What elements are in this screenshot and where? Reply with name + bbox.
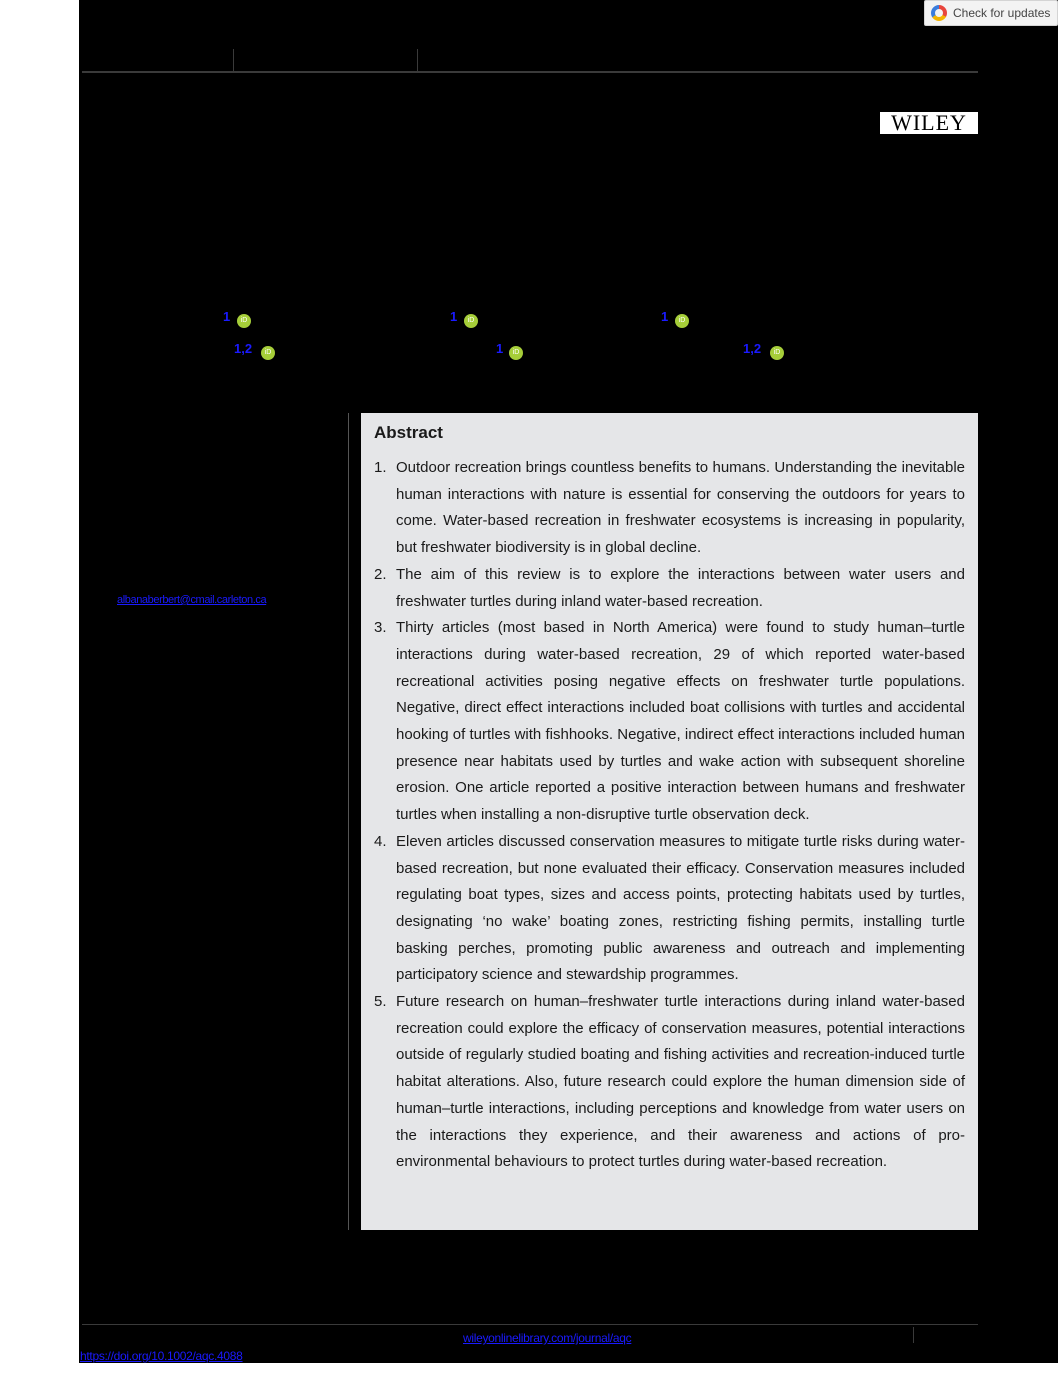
affiliation-mark[interactable]: 1,2: [234, 341, 253, 356]
abstract-item: [374, 562, 965, 615]
correspondence-email-link[interactable]: albanaberbert@cmail.carleton.ca: [117, 594, 267, 606]
header-rule: [82, 71, 978, 73]
orcid-icon[interactable]: iD: [770, 346, 784, 360]
footer-divider: [913, 1327, 914, 1343]
item-number: 1.: [374, 459, 387, 476]
item-number: 2.: [374, 565, 387, 583]
item-text: Outdoor recreation brings countless benefits to humans. Understanding the inevitable human interactions with nature is essential for conserving the outdoors for years to come. Water-based recreation in freshwater ecosystems is increasing in popularity, but freshwater biodiversity is in global decline.: [396, 459, 965, 557]
item-number: 5.: [374, 993, 387, 1011]
abstract-item: [374, 615, 965, 829]
affiliation-mark[interactable]: 1: [496, 341, 504, 356]
item-number: 4.: [374, 832, 387, 850]
abstract-item: [374, 989, 965, 1176]
sidebar-divider: [348, 413, 349, 1230]
item-text: Thirty articles (most based in North America) were found to study human–turtle interactions during water-based recreation, 29 of which reported water-based recreational activities posing negative effects on freshwater turtle populations. Negative, direct effect interactions included boat collisions with turtles and accidental hooking of turtles with fishhooks. Negative, indirect effect interactions included human presence near habitats used by turtles and wake action with subsequent shoreline erosion. One article reported a positive interaction between humans and freshwater turtles when installing a non-disruptive turtle observation deck.: [396, 619, 965, 824]
check-for-updates-label: Check for updates: [953, 6, 1051, 20]
item-number: 3.: [374, 619, 387, 637]
abstract-title: Abstract: [374, 423, 443, 442]
header-divider: [417, 49, 418, 71]
footer-rule: [82, 1324, 978, 1325]
orcid-icon[interactable]: iD: [237, 314, 251, 328]
orcid-icon[interactable]: iD: [509, 346, 523, 360]
affiliation-mark[interactable]: 1,2: [743, 341, 762, 356]
affiliation-mark[interactable]: 1: [223, 309, 231, 324]
abstract-item: [374, 829, 965, 989]
doi-link[interactable]: https://doi.org/10.1002/aqc.4088: [80, 1349, 243, 1363]
journal-link[interactable]: wileyonlinelibrary.com/journal/aqc: [463, 1331, 632, 1345]
check-for-updates-button[interactable]: [924, 0, 1058, 26]
orcid-icon[interactable]: iD: [675, 314, 689, 328]
item-text: Future research on human–freshwater turtle interactions during inland water-based recreation could explore the efficacy of conservation measures, potential interactions outside of regularly studied boating and fishing activities and recreation-induced turtle habitat alterations. Also, future research could explore the human dimension side of human–turtle interactions, including perceptions and knowledge from water users on the interactions they experience, and their awareness and actions of pro-environmental behaviours to protect turtles during water-based recreation.: [396, 993, 965, 1171]
header-divider: [233, 49, 234, 71]
orcid-icon[interactable]: iD: [464, 314, 478, 328]
item-text: The aim of this review is to explore the interactions between water users and freshwater turtles during inland water-based recreation.: [396, 565, 965, 610]
wiley-logo: WILEY: [880, 112, 978, 134]
abstract-item: [374, 455, 965, 562]
item-text: Eleven articles discussed conservation measures to mitigate turtle risks during water-based recreation, but none evaluated their efficacy. Conservation measures included regulating boat types, sizes and access points, protecting habitats used by turtles, designating ‘no wake’ boating zones, restricting fishing permits, installing turtle basking perches, promoting public awareness and outreach and implementing participatory science and stewardship programmes.: [396, 832, 965, 984]
affiliation-mark[interactable]: 1: [661, 309, 669, 324]
abstract-panel: [361, 413, 978, 1230]
affiliation-mark[interactable]: 1: [450, 309, 458, 324]
crossmark-icon: [931, 5, 947, 21]
abstract-list: [374, 455, 965, 1176]
orcid-icon[interactable]: iD: [261, 346, 275, 360]
